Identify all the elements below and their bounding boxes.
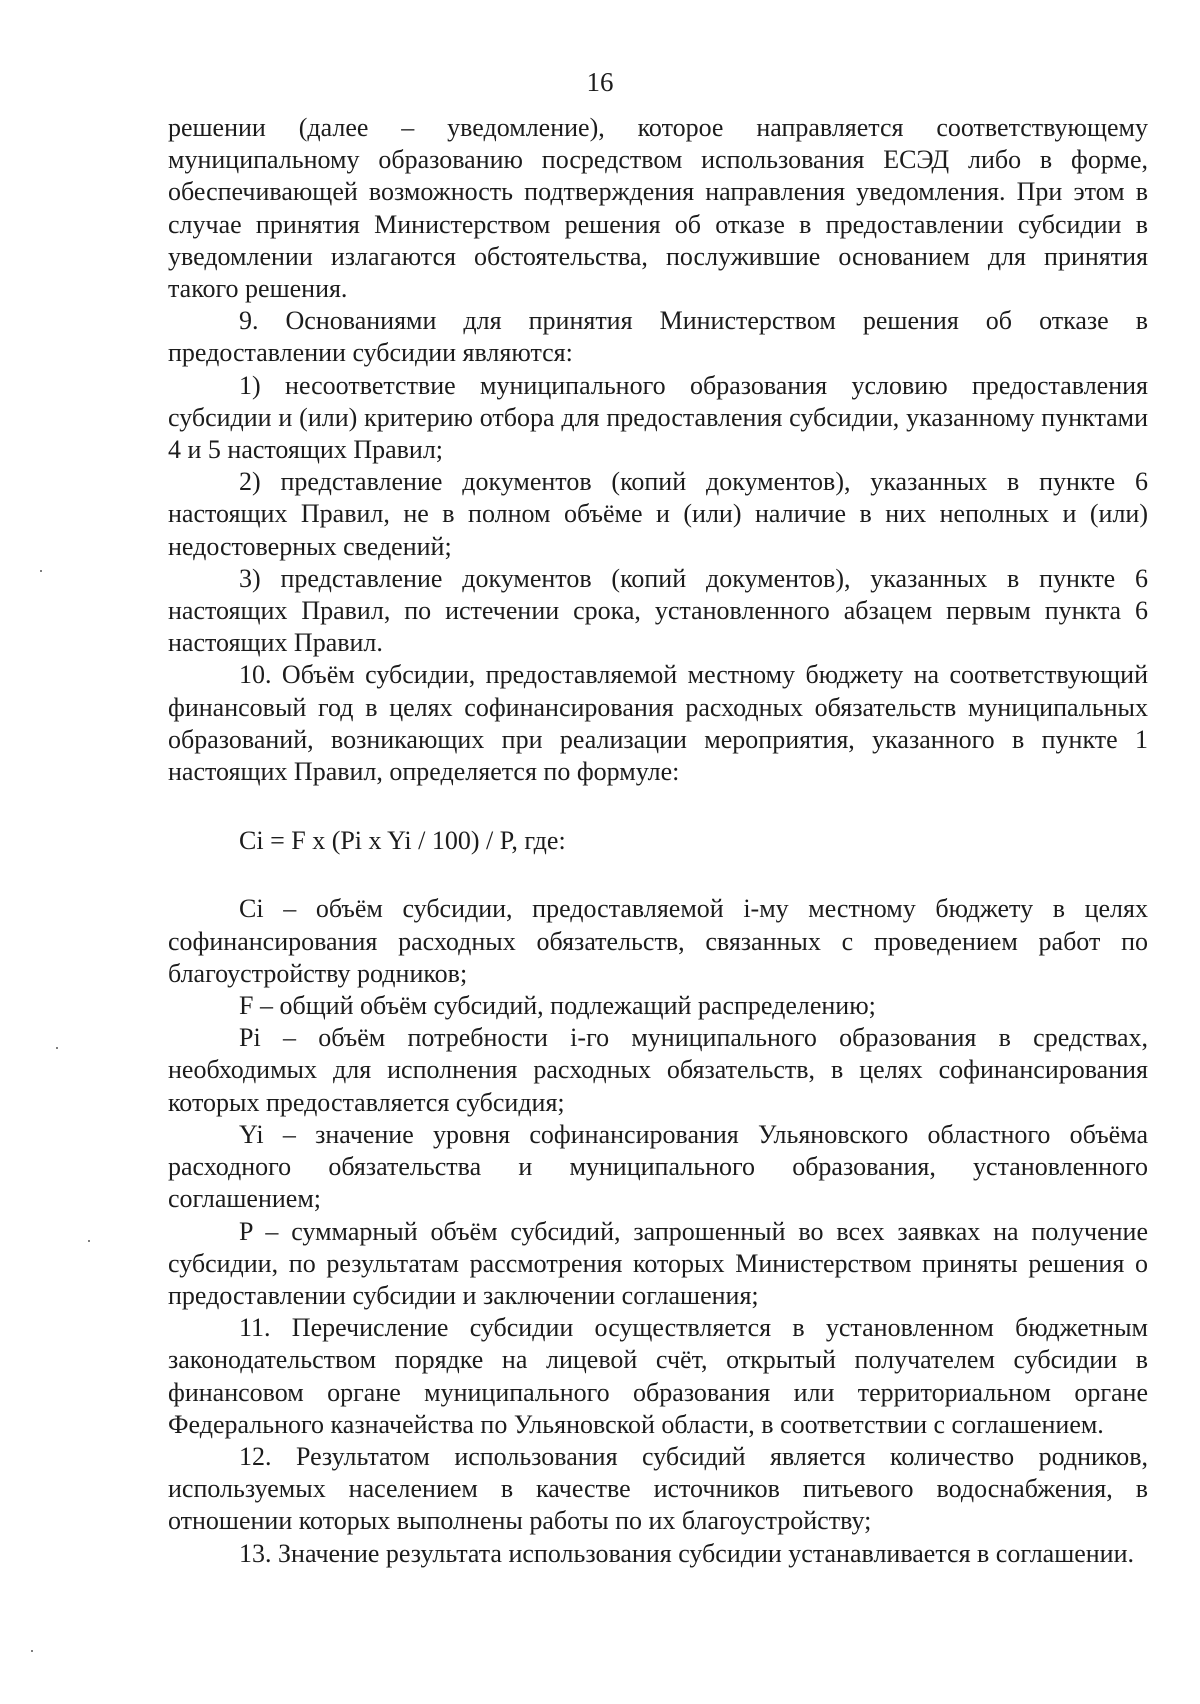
scan-speck bbox=[31, 1650, 33, 1652]
paragraph-continuation: решении (далее – уведомление), которое направляется соответствующему муниципальному образованию посредством использования ЕСЭД либо в форме, обеспечивающей возможность подтверждения направления уведомления. При этом в случае принятия Министерством решения об отказе в предоставлении субсидии в уведомлении излагаются обстоятельства, послужившие основанием для принятия такого решения. bbox=[168, 113, 1148, 304]
paragraph-subitem-2: 2) представление документов (копий документов), указанных в пункте 6 настоящих Правил, не в полном объёме и (или) наличие в них неполных и (или) недостоверных сведений; bbox=[168, 467, 1148, 561]
scan-speck bbox=[88, 1240, 90, 1242]
definition-ci: Ci – объём субсидии, предоставляемой i-му местному бюджету в целях софинансирования расходных обязательств, связанных с проведением работ по благоустройству родников; bbox=[168, 894, 1148, 988]
definition-p: P – суммарный объём субсидий, запрошенный во всех заявках на получение субсидии, по результатам рассмотрения которых Министерством приняты решения о предоставлении субсидии и заключении соглашения; bbox=[168, 1216, 1148, 1310]
page-number: 16 bbox=[586, 67, 614, 97]
scan-speck bbox=[40, 570, 42, 572]
paragraph-item-9: 9. Основаниями для принятия Министерством решения об отказе в предоставлении субсидии являются: bbox=[168, 306, 1148, 368]
paragraph-item-12: 12. Результатом использования субсидий является количество родников, используемых населением в качестве источников питьевого водоснабжения, в отношении которых выполнены работы по их благоустройству; bbox=[168, 1441, 1148, 1536]
paragraph-item-10: 10. Объём субсидии, предоставляемой местному бюджету на соответствующий финансовый год в целях софинансирования расходных обязательств муниципальных образований, возникающих при реализации мероприятия, указанного в пункте 1 настоящих Правил, определяется по формуле: bbox=[168, 660, 1148, 787]
paragraph-subitem-1: 1) несоответствие муниципального образования условию предоставления субсидии и (или) критерию отбора для предоставления субсидии, указанному пунктами 4 и 5 настоящих Правил; bbox=[168, 370, 1148, 465]
document-body bbox=[168, 112, 1148, 1570]
definition-pi: Pi – объём потребности i-го муниципального образования в средствах, необходимых для исполнения расходных обязательств, в целях софинансирования которых предоставляется субсидия; bbox=[168, 1023, 1148, 1117]
definition-f: F – общий объём субсидий, подлежащий распределению; bbox=[239, 991, 876, 1021]
paragraph-item-11: 11. Перечисление субсидии осуществляется в установленном бюджетным законодательством порядке на лицевой счёт, открытый получателем субсидии в финансовом органе муниципального образования или территориальном органе Федерального казначейства по Ульяновской области, в соответствии с соглашением. bbox=[168, 1313, 1148, 1439]
subsidy-formula: Ci = F x (Pi x Yi / 100) / P, где: bbox=[239, 826, 566, 856]
definition-yi: Yi – значение уровня софинансирования Ульяновского областного объёма расходного обязательства и муниципального образования, установленного соглашением; bbox=[168, 1119, 1148, 1214]
paragraph-subitem-3: 3) представление документов (копий документов), указанных в пункте 6 настоящих Правил, по истечении срока, установленного абзацем первым пункта 6 настоящих Правил. bbox=[168, 563, 1148, 658]
paragraph-item-13: 13. Значение результата использования субсидии устанавливается в соглашении. bbox=[239, 1538, 1135, 1568]
scan-speck bbox=[56, 1047, 58, 1049]
